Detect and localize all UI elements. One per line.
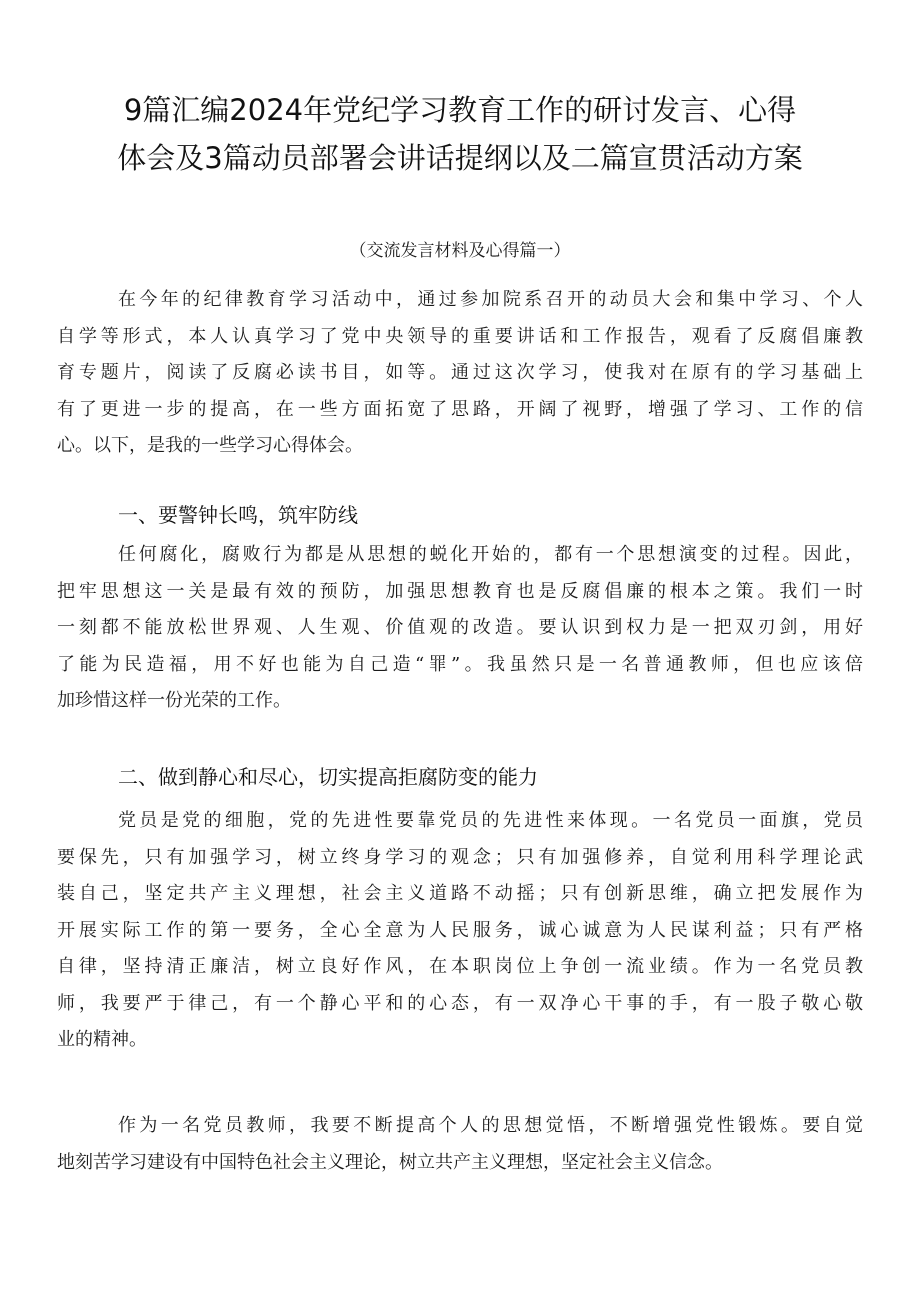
paragraph-line: 自学等形式，本人认真学习了党中央领导的重要讲话和工作报告，观看了反腐倡廉教 [57, 325, 863, 347]
paragraph-section-2-continued [57, 1108, 863, 1181]
paragraph-intro [57, 282, 863, 465]
section-subtitle: （交流发言材料及心得篇一） [349, 241, 571, 261]
paragraph-section-2 [57, 803, 863, 1059]
paragraph-line: 心。以下，是我的一些学习心得体会。 [57, 435, 363, 456]
paragraph-line: 地刻苦学习建设有中国特色社会主义理论，树立共产主义理想，坚定社会主义信念。 [57, 1151, 723, 1173]
title-line: 9篇汇编2024年党纪学习教育工作的研讨发言、心得 [123, 93, 797, 127]
paragraph-line: 了能为民造福，用不好也能为自己造“罪”。我虽然只是一名普通教师，但也应该倍 [57, 653, 863, 675]
paragraph-line: 任何腐化，腐败行为都是从思想的蜕化开始的，都有一个思想演变的过程。因此， [118, 544, 863, 565]
paragraph-line: 育专题片，阅读了反腐必读书目，如等。通过这次学习，使我对在原有的学习基础上 [57, 362, 863, 383]
document-title [60, 86, 860, 182]
paragraph-line: 作为一名党员教师，我要不断提高个人的思想觉悟，不断增强党性锻炼。要自觉 [118, 1115, 863, 1136]
section-heading-1: 一、要警钟长鸣，筑牢防线 [118, 503, 358, 527]
paragraph-line: 业的精神。 [57, 1029, 147, 1050]
paragraph-line: 开展实际工作的第一要务，全心全意为人民服务，诚心诚意为人民谋利益；只有严格 [57, 919, 863, 941]
paragraph-section-1 [57, 537, 863, 720]
paragraph-line: 要保先，只有加强学习，树立终身学习的观念；只有加强修养，自觉利用科学理论武 [57, 846, 863, 868]
paragraph-line: 一刻都不能放松世界观、人生观、价值观的改造。要认识到权力是一把双刃剑，用好 [57, 617, 863, 638]
paragraph-line: 自律，坚持清正廉洁，树立良好作风，在本职岗位上争创一流业绩。作为一名党员教 [57, 956, 863, 977]
paragraph-line: 党员是党的细胞，党的先进性要靠党员的先进性来体现。一名党员一面旗，党员 [118, 810, 863, 831]
paragraph-line: 加珍惜这样一份光荣的工作。 [57, 690, 291, 711]
paragraph-line: 把牢思想这一关是最有效的预防，加强思想教育也是反腐倡廉的根本之策。我们一时 [57, 580, 863, 602]
paragraph-line: 装自己，坚定共产主义理想，社会主义道路不动摇；只有创新思维，确立把发展作为 [57, 883, 863, 904]
title-line: 体会及3篇动员部署会讲话提纲以及二篇宣贯活动方案 [117, 141, 803, 175]
paragraph-line: 在今年的纪律教育学习活动中，通过参加院系召开的动员大会和集中学习、个人 [118, 289, 863, 310]
section-heading-2: 二、做到静心和尽心，切实提高拒腐防变的能力 [118, 765, 538, 789]
paragraph-line: 有了更进一步的提高，在一些方面拓宽了思路，开阔了视野，增强了学习、工作的信 [57, 398, 863, 420]
paragraph-line: 师，我要严于律己，有一个静心平和的心态，有一双净心干事的手，有一股子敬心敬 [57, 992, 863, 1014]
